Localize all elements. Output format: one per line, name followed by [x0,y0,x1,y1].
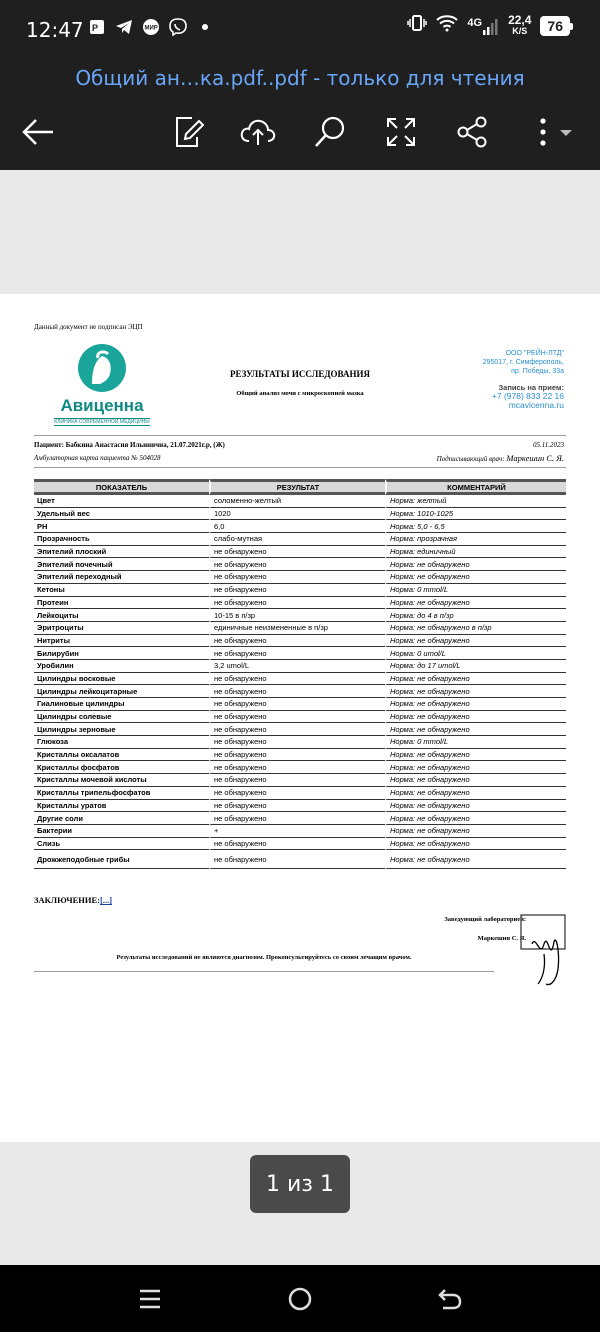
comment-cell: Норма: 5,0 - 6,5 [385,520,566,533]
parameter-cell: Кристаллы трипельфосфатов [34,787,209,800]
result-cell: 3,2 umol/L [209,660,385,673]
clock: 12:47 [26,18,84,42]
signal-icon [467,17,499,35]
table-row [34,711,566,724]
comment-cell: Норма: не обнаружено [385,571,566,584]
result-cell: не обнаружено [209,711,385,724]
table-row [34,584,566,597]
table-row [34,597,566,610]
svg-text:МИР: МИР [144,25,158,32]
result-cell: не обнаружено [209,698,385,711]
result-cell: не обнаружено [209,800,385,813]
conclusion [34,895,112,905]
mia-icon [142,18,160,36]
parameter-cell: Слизь [34,838,209,851]
booking-label: Запись на прием: [498,383,564,392]
table-row [34,647,566,660]
home-icon[interactable] [284,1283,316,1315]
parameter-cell: Цвет [34,495,209,508]
result-cell: соломенно-желтый [209,495,385,508]
comment-cell: Норма: не обнаружено [385,597,566,610]
result-cell: не обнаружено [209,787,385,800]
result-cell: не обнаружено [209,723,385,736]
result-cell: не обнаружено [209,812,385,825]
result-cell: не обнаружено [209,749,385,762]
result-cell: 6,0 [209,520,385,533]
table-row [34,609,566,622]
comment-cell: Норма: единичный [385,546,566,559]
result-cell: + [209,825,385,838]
result-cell: не обнаружено [209,761,385,774]
parameter-cell: Кристаллы мочевой кислоты [34,774,209,787]
result-cell: не обнаружено [209,850,385,869]
comment-cell: Норма: не обнаружено [385,711,566,724]
parameter-cell: Уробилин [34,660,209,673]
page-indicator: 1 из 1 [250,1155,350,1213]
table-row [34,622,566,635]
parameter-cell: Билирубин [34,647,209,660]
parameter-cell: Эритроциты [34,622,209,635]
result-cell: 1020 [209,508,385,521]
table-row [34,774,566,787]
dot-icon [196,18,214,36]
divider [34,971,494,972]
network-type: 4G [467,16,483,29]
head-lab-name: Маркешин С. Я. [477,935,526,942]
table-row [34,787,566,800]
parameter-cell: Эпителий переходный [34,571,209,584]
comment-cell: Норма: не обнаружено [385,685,566,698]
parameter-cell: Цилиндры солевые [34,711,209,724]
parameter-cell: Прозрачность [34,533,209,546]
app-bar [0,60,600,170]
parameter-cell: Кристаллы оксалатов [34,749,209,762]
org-name: ООО "РЕЙН-ЛТД" [505,350,564,357]
table-row [34,495,566,508]
table-row [34,749,566,762]
vibrate-icon [407,14,427,37]
net-speed-unit: K/S [512,25,528,36]
recents-icon[interactable] [134,1283,166,1315]
result-cell: не обнаружено [209,546,385,559]
net-speed-value: 22,4 [508,12,532,27]
parameter-cell: Кристаллы уратов [34,800,209,813]
battery-indicator: 76 [540,16,570,36]
divider [34,467,566,468]
column-header: ПОКАЗАТЕЛЬ [34,479,209,495]
parameter-cell: PH [34,520,209,533]
table-row [34,660,566,673]
cloud-upload-icon[interactable] [238,112,278,152]
parameter-cell: Цилиндры восковые [34,673,209,686]
parameter-cell: Протеин [34,597,209,610]
table-row [34,520,566,533]
table-row [34,685,566,698]
unsigned-note: Данный документ не подписан ЭЦП [34,323,143,331]
telegram-icon [115,18,133,36]
table-row [34,838,566,851]
org-address-2: пр. Победы, 33а [511,368,564,375]
table-row [34,571,566,584]
result-cell: не обнаружено [209,647,385,660]
results-table [34,479,566,869]
parameter-cell: Удельный вес [34,508,209,521]
result-cell: не обнаружено [209,838,385,851]
report-subtitle: Общий анализ мочи с микроскопией мазка [236,390,364,397]
org-phone: +7 (978) 833 22 16 [491,391,564,401]
report-date: 05.11.2023 [533,441,564,449]
comment-cell: Норма: не обнаружено [385,558,566,571]
table-row [34,558,566,571]
comment-cell: Норма: до 4 в п/зр [385,609,566,622]
org-address-1: 295017, г. Симферополь, [482,359,564,366]
comment-cell: Норма: не обнаружено [385,673,566,686]
parameter-cell: Гиалиновые цилиндры [34,698,209,711]
comment-cell: Норма: не обнаружено [385,749,566,762]
comment-cell: Норма: прозрачная [385,533,566,546]
viber-icon [169,18,187,36]
result-cell: не обнаружено [209,635,385,648]
table-row [34,800,566,813]
table-row [34,635,566,648]
doctor-stamp [520,914,566,989]
comment-cell: Норма: 0 mmol/L [385,584,566,597]
comment-cell: Норма: не обнаружено [385,698,566,711]
comment-cell: Норма: не обнаружено [385,838,566,851]
parameter-cell: Эпителий плоский [34,546,209,559]
head-lab-label: Заведующий лабораторией: [444,916,526,923]
svg-text:P: P [92,23,99,33]
pdf-page[interactable] [0,294,600,1142]
disclaimer: Результаты исследований не являются диагнозом. Проконсультируйтесь со своим лечащим врачом. [116,954,412,961]
result-cell: не обнаружено [209,584,385,597]
comment-cell: Норма: не обнаружено в п/зр [385,622,566,635]
pdf-icon [88,18,106,36]
search-icon[interactable] [310,112,350,152]
org-site: mcavicenna.ru [508,400,564,410]
back-nav-icon[interactable] [434,1283,466,1315]
comment-cell: Норма: не обнаружено [385,812,566,825]
fullscreen-icon[interactable] [381,112,421,152]
comment-cell: Норма: не обнаружено [385,723,566,736]
table-row [34,508,566,521]
result-cell: не обнаружено [209,571,385,584]
result-cell: не обнаружено [209,673,385,686]
parameter-cell: Лейкоциты [34,609,209,622]
table-row [34,533,566,546]
comment-cell: Норма: не обнаружено [385,761,566,774]
table-row [34,736,566,749]
result-cell: не обнаружено [209,736,385,749]
table-row [34,673,566,686]
signer-label: Подписывающий врач: [436,455,505,463]
result-cell: не обнаружено [209,597,385,610]
report-title: РЕЗУЛЬТАТЫ ИССЛЕДОВАНИЯ [229,369,370,379]
comment-cell: Норма: 0 mmol/L [385,736,566,749]
parameter-cell: Цилиндры зерновые [34,723,209,736]
net-speed [508,12,532,37]
column-header: КОММЕНТАРИЙ [385,479,566,495]
comment-cell: Норма: до 17 umol/L [385,660,566,673]
result-cell: не обнаружено [209,685,385,698]
clinic-logo [52,344,152,430]
table-row [34,825,566,838]
comment-cell: Норма: не обнаружено [385,825,566,838]
table-row [34,723,566,736]
result-cell: не обнаружено [209,558,385,571]
conclusion-label: ЗАКЛЮЧЕНИЕ: [34,895,100,905]
logo-name: Авиценна [60,396,144,415]
document-title: Общий ан…ка.pdf..pdf - только для чтения [75,66,525,90]
parameter-cell: Эпителий почечный [34,558,209,571]
result-cell: слабо-мутная [209,533,385,546]
status-right [407,14,570,37]
edit-icon[interactable] [168,112,208,152]
patient-info: Пациент: Бабкина Анастасия Ильинична, 21.07.2021г.р, (Ж) [34,441,225,449]
table-row [34,812,566,825]
pdf-viewer[interactable] [0,170,600,1265]
parameter-cell: Нитриты [34,635,209,648]
table-header-row [34,479,566,495]
logo-emblem [78,344,126,392]
result-cell: не обнаружено [209,774,385,787]
comment-cell: Норма: не обнаружено [385,787,566,800]
signer-name: Маркешин С. Я. [506,453,564,463]
back-icon[interactable] [18,112,58,152]
comment-cell: Норма: 0 umol/L [385,647,566,660]
comment-cell: Норма: не обнаружено [385,635,566,648]
column-header: РЕЗУЛЬТАТ [209,479,385,495]
logo-subtitle: КЛИНИКА СОВРЕМЕННОЙ МЕДИЦИНЫ [54,419,150,425]
parameter-cell: Глюкоза [34,736,209,749]
comment-cell: Норма: не обнаружено [385,850,566,869]
notification-icons [88,18,214,36]
card-number: Амбулаторная карта пациента № 504028 [34,454,161,462]
table-row [34,850,566,869]
more-icon[interactable] [528,112,578,152]
comment-cell: Норма: 1010-1025 [385,508,566,521]
divider [34,435,566,436]
comment-cell: Норма: желтый [385,495,566,508]
wifi-icon [436,14,458,37]
org-info [483,349,564,410]
navigation-bar [0,1265,600,1332]
share-icon[interactable] [452,112,492,152]
comment-cell: Норма: не обнаружено [385,800,566,813]
parameter-cell: Другие соли [34,812,209,825]
parameter-cell: Цилиндры лейкоцитарные [34,685,209,698]
parameter-cell: Кристаллы фосфатов [34,761,209,774]
table-row [34,546,566,559]
status-bar [0,0,600,60]
conclusion-link[interactable]: [...] [100,895,113,905]
parameter-cell: Дрожжеподобные грибы [34,850,209,869]
parameter-cell: Кетоны [34,584,209,597]
signing-doctor [437,453,564,463]
parameter-cell: Бактерии [34,825,209,838]
result-cell: единичные неизмененные в п/зр [209,622,385,635]
table-row [34,698,566,711]
result-cell: 10-15 в п/зр [209,609,385,622]
comment-cell: Норма: не обнаружено [385,774,566,787]
table-row [34,761,566,774]
